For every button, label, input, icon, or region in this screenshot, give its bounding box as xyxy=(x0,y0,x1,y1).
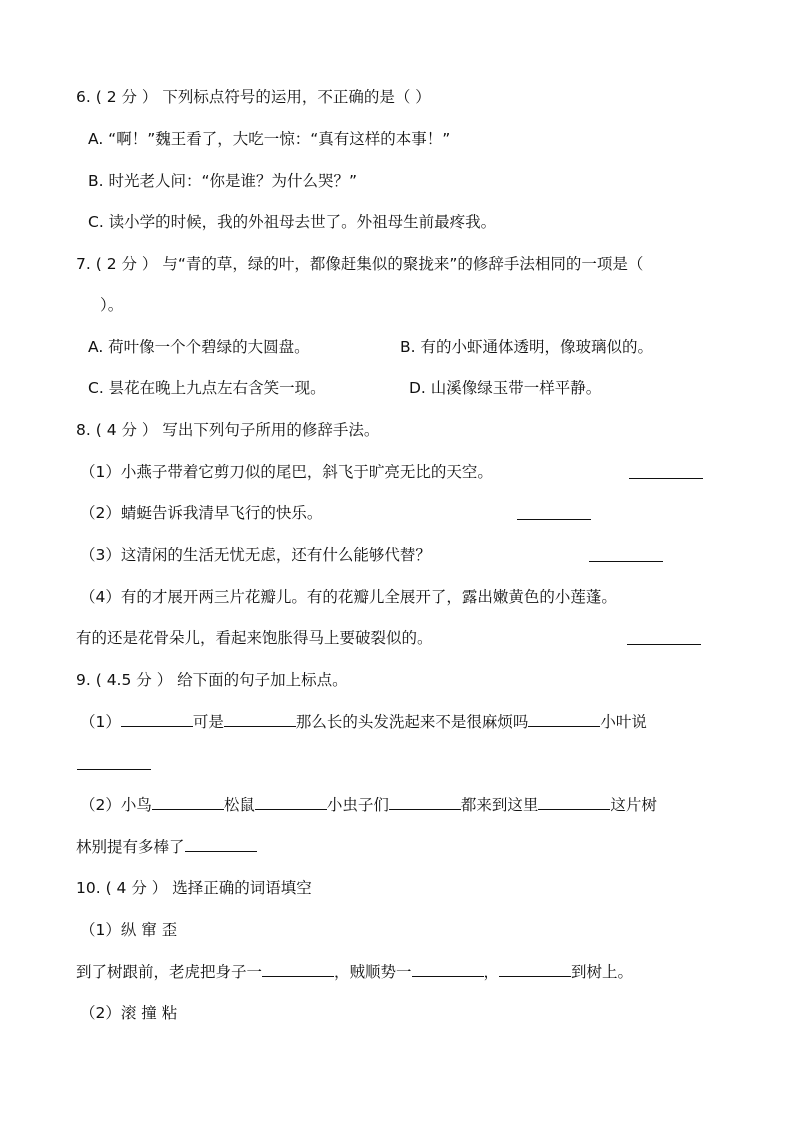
question-8-title: 8. ( 4 分 ） 写出下列句子所用的修辞手法。 xyxy=(76,421,380,439)
sentence-segment: （2）小鸟 xyxy=(80,796,152,814)
question-9-line-1 xyxy=(80,711,647,733)
question-8-sentence-4b: 有的还是花骨朵儿，看起来饱胀得马上要破裂似的。 xyxy=(76,629,433,647)
question-6-option-b: B. 时光老人问：“你是谁？为什么哭？” xyxy=(88,172,358,190)
question-7-option-d: D. 山溪像绿玉带一样平静。 xyxy=(409,379,602,397)
question-8-sentence-3: （3）这清闲的生活无忧无虑，还有什么能够代替？ xyxy=(80,546,431,564)
answer-blank[interactable] xyxy=(77,754,151,770)
question-6-option-c: C. 读小学的时候，我的外祖母去世了。外祖母生前最疼我。 xyxy=(88,213,497,231)
question-7-title-cont: ）。 xyxy=(100,296,124,314)
question-6-title: 6. ( 2 分 ） 下列标点符号的运用，不正确的是（ ） xyxy=(76,88,431,106)
answer-blank[interactable] xyxy=(517,504,591,520)
sentence-segment: 都来到这里 xyxy=(460,796,539,814)
question-7-option-c: C. 昙花在晚上九点左右含笑一现。 xyxy=(88,379,326,397)
answer-blank[interactable] xyxy=(262,961,334,977)
sentence-segment: ，贼顺势一 xyxy=(334,963,412,981)
question-10-word-group-2: （2）滚 撞 粘 xyxy=(80,1004,178,1022)
sentence-segment: 小虫子们 xyxy=(326,796,389,814)
question-10-word-group-1: （1）纵 窜 歪 xyxy=(80,921,178,939)
question-8-sentence-2: （2）蜻蜓告诉我清早飞行的快乐。 xyxy=(80,504,323,522)
question-6-option-a: A. “啊！”魏王看了，大吃一惊：“真有这样的本事！” xyxy=(88,130,451,148)
question-7-option-b: B. 有的小虾通体透明，像玻璃似的。 xyxy=(400,338,653,356)
question-9-title: 9. ( 4.5 分 ） 给下面的句子加上标点。 xyxy=(76,671,348,689)
question-10-title: 10. ( 4 分 ） 选择正确的词语填空 xyxy=(76,879,312,897)
sentence-segment: 林别提有多棒了 xyxy=(76,838,185,856)
sentence-segment: 松鼠 xyxy=(223,796,255,814)
answer-blank[interactable] xyxy=(121,711,193,727)
answer-blank[interactable] xyxy=(152,794,224,810)
answer-blank[interactable] xyxy=(528,711,600,727)
sentence-segment: 到了树跟前，老虎把身子一 xyxy=(76,963,263,981)
question-7-option-a: A. 荷叶像一个个碧绿的大圆盘。 xyxy=(88,338,310,356)
answer-blank[interactable] xyxy=(185,836,257,852)
sentence-segment: （1） xyxy=(80,713,121,731)
answer-blank[interactable] xyxy=(589,546,663,562)
answer-blank[interactable] xyxy=(255,794,327,810)
question-7-title: 7. ( 2 分 ） 与“青的草，绿的叶，都像赶集似的聚拢来”的修辞手法相同的一项是（ xyxy=(76,255,644,273)
sentence-segment: 这片树 xyxy=(610,796,657,814)
sentence-segment: 可是 xyxy=(192,713,224,731)
answer-blank[interactable] xyxy=(627,629,701,645)
question-10-sentence-1 xyxy=(76,961,633,983)
answer-blank[interactable] xyxy=(389,794,461,810)
question-8-sentence-1: （1）小燕子带着它剪刀似的尾巴，斜飞于旷亮无比的天空。 xyxy=(80,463,493,481)
answer-blank[interactable] xyxy=(538,794,610,810)
question-9-line-2 xyxy=(80,794,657,816)
sentence-segment: 小叶说 xyxy=(600,713,647,731)
answer-blank[interactable] xyxy=(412,961,484,977)
sentence-segment: 到树上。 xyxy=(571,963,634,981)
sentence-segment: 那么长的头发洗起来不是很麻烦吗 xyxy=(295,713,529,731)
question-9-line-3 xyxy=(76,836,257,858)
answer-blank[interactable] xyxy=(499,961,571,977)
answer-blank[interactable] xyxy=(224,711,296,727)
question-8-sentence-4a: （4）有的才展开两三片花瓣儿。有的花瓣儿全展开了，露出嫩黄色的小莲蓬。 xyxy=(80,588,617,606)
sentence-segment: ， xyxy=(483,963,500,981)
answer-blank[interactable] xyxy=(629,463,703,479)
